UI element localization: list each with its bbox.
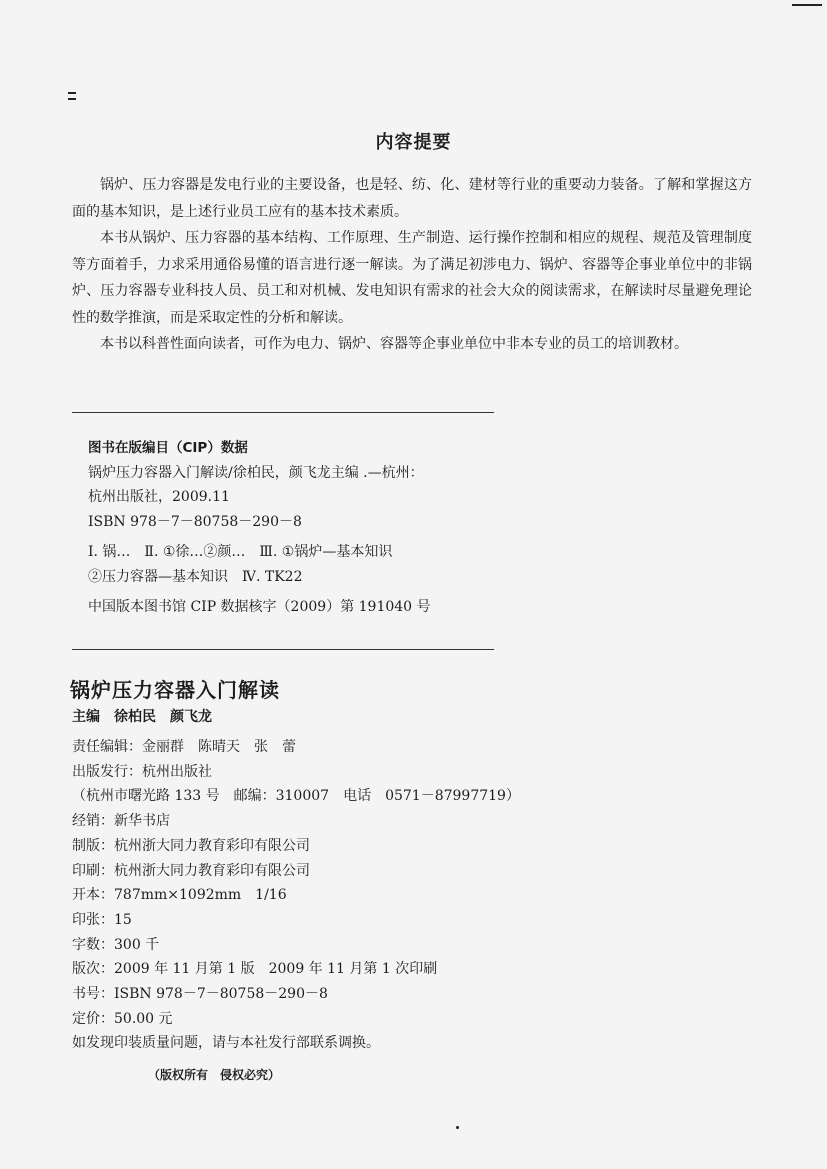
info-line: 经销：新华书店	[72, 813, 170, 830]
info-line: 书号：ISBN 978－7－80758－290－8	[72, 986, 328, 1003]
divider-bottom	[72, 649, 494, 650]
scan-mark-left	[68, 92, 76, 94]
cip-line: 杭州出版社，2009.11	[88, 489, 230, 505]
book-title: 锅炉压力容器入门解读	[70, 678, 280, 702]
summary-text	[72, 172, 752, 358]
info-line: 制版：杭州浙大同力教育彩印有限公司	[72, 837, 310, 854]
info-line: 定价：50.00 元	[72, 1010, 173, 1027]
summary-paragraph: 锅炉、压力容器是发电行业的主要设备，也是轻、纺、化、建材等行业的重要动力装备。了解和掌握这方面的基本知识，是上述行业员工应有的基本技术素质。	[72, 177, 752, 220]
info-line: 开本：787mm×1092mm 1/16	[72, 887, 287, 904]
scan-mark-left-2	[68, 98, 76, 100]
info-line: 责任编辑：金丽群 陈晴天 张 蕾	[72, 739, 296, 755]
cip-isbn: ISBN 978－7－80758－290－8	[88, 513, 302, 530]
summary-paragraph: 本书从锅炉、压力容器的基本结构、工作原理、生产制造、运行操作控制和相应的规程、规范及管理制度等方面着手，力求采用通俗易懂的语言进行逐一解读。为了满足初涉电力、锅炉、容器等企事业单位中的非锅炉、压力容器专业科技人员、员工和对机械、发电知识有需求的社会大众的阅读需求，在解读时尽量避免理论性的数学推演，而是采取定性的分析和解读。	[72, 230, 752, 326]
scan-mark-top-right	[792, 4, 822, 6]
info-line: 如发现印装质量问题，请与本社发行部联系调换。	[72, 1035, 380, 1052]
publication-info	[72, 735, 520, 1056]
cip-classification: Ⅰ. 锅… Ⅱ. ①徐…②颜… Ⅲ. ①锅炉—基本知识	[88, 544, 393, 560]
info-line: 版次：2009 年 11 月第 1 版 2009 年 11 月第 1 次印刷	[72, 961, 438, 978]
info-line: 印刷：杭州浙大同力教育彩印有限公司	[72, 862, 310, 879]
rights-notice: （版权所有 侵权必究）	[148, 1068, 281, 1082]
divider-top	[72, 412, 494, 413]
book-authors: 主编 徐柏民 颜飞龙	[72, 709, 212, 725]
cip-data-block	[88, 436, 431, 620]
cip-line: 锅炉压力容器入门解读/徐柏民，颜飞龙主编 .—杭州：	[88, 464, 424, 481]
info-line: 出版发行：杭州出版社	[72, 763, 212, 780]
cip-verification: 中国版本图书馆 CIP 数据核字（2009）第 191040 号	[88, 599, 431, 615]
cip-heading: 图书在版编目（CIP）数据	[88, 440, 248, 456]
summary-paragraph: 本书以科普性面向读者，可作为电力、锅炉、容器等企事业单位中非本专业的员工的培训教材。	[100, 336, 688, 352]
info-line: 字数：300 千	[72, 936, 160, 953]
summary-title: 内容提要	[375, 132, 452, 153]
info-line: （杭州市曙光路 133 号 邮编：310007 电话 0571－87997719）	[72, 788, 520, 805]
cip-classification: ②压力容器—基本知识 Ⅳ. TK22	[88, 568, 303, 585]
info-line: 印张：15	[72, 911, 132, 928]
scan-dot	[456, 1126, 459, 1129]
